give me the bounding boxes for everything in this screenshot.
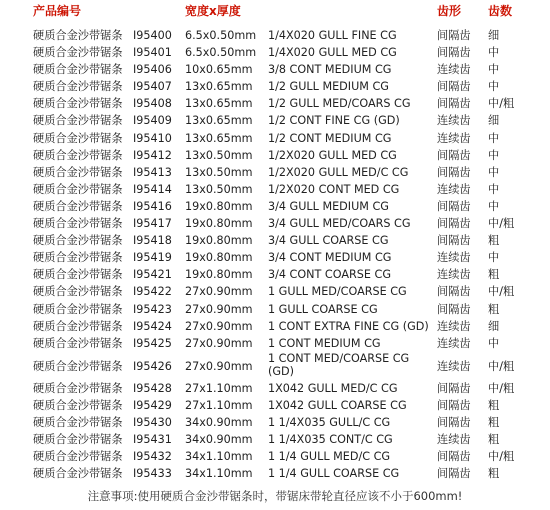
tooth-count: 中 <box>488 148 500 162</box>
table-row <box>0 164 550 181</box>
product-code: I95414 <box>133 182 172 196</box>
table-row <box>0 181 550 198</box>
tooth-shape: 间隔齿 <box>437 148 471 162</box>
tooth-shape: 连续齿 <box>437 114 471 128</box>
tooth-count: 粗 <box>488 415 500 429</box>
tooth-count: 中 <box>488 165 500 179</box>
tooth-count: 中 <box>488 182 500 196</box>
product-size: 27x1.10mm <box>185 398 253 412</box>
product-size: 34x1.10mm <box>185 450 253 464</box>
table-row <box>0 414 550 431</box>
table-row <box>0 352 550 380</box>
product-code: I95430 <box>133 415 172 429</box>
table-row <box>0 465 550 482</box>
tooth-count: 细 <box>488 114 500 128</box>
product-name: 硬质合金沙带锯条 <box>33 199 123 213</box>
product-spec: 3/8 CONT MEDIUM CG <box>268 63 392 77</box>
table-row <box>0 78 550 95</box>
product-spec: 1 1/4X035 CONT/C CG <box>268 433 393 447</box>
product-code: I95413 <box>133 165 172 179</box>
table-row <box>0 61 550 78</box>
product-code: I95417 <box>133 217 172 231</box>
table-row <box>0 112 550 129</box>
product-spec: 1/2X020 GULL MED CG <box>268 148 397 162</box>
table-row <box>0 301 550 318</box>
tooth-count: 中 <box>488 251 500 265</box>
product-size: 27x0.90mm <box>185 285 253 299</box>
product-name: 硬质合金沙带锯条 <box>33 302 123 316</box>
table-row <box>0 130 550 147</box>
product-name: 硬质合金沙带锯条 <box>33 29 123 42</box>
product-code: I95406 <box>133 63 172 77</box>
product-name: 硬质合金沙带锯条 <box>33 415 123 429</box>
product-name: 硬质合金沙带锯条 <box>33 114 123 128</box>
product-name: 硬质合金沙带锯条 <box>33 381 123 395</box>
table-row <box>0 431 550 448</box>
table-row <box>0 266 550 283</box>
product-spec: 1/2 GULL MEDIUM CG <box>268 80 389 94</box>
product-name: 硬质合金沙带锯条 <box>33 131 123 145</box>
tooth-shape: 连续齿 <box>437 182 471 196</box>
product-table <box>0 27 550 482</box>
product-spec: 1 1/4 GULL COARSE CG <box>268 467 400 481</box>
product-size: 6.5x0.50mm <box>185 46 257 60</box>
product-code: I95422 <box>133 285 172 299</box>
tooth-shape: 连续齿 <box>437 268 471 282</box>
product-spec: 1/2 GULL MED/COARS CG <box>268 97 411 111</box>
tooth-shape: 间隔齿 <box>437 467 471 481</box>
tooth-count: 细 <box>488 319 500 333</box>
product-name: 硬质合金沙带锯条 <box>33 359 123 373</box>
tooth-count: 中/粗 <box>488 285 515 299</box>
product-name: 硬质合金沙带锯条 <box>33 80 123 94</box>
product-code: I95400 <box>133 29 172 42</box>
product-code: I95407 <box>133 80 172 94</box>
tooth-count: 粗 <box>488 398 500 412</box>
product-size: 13x0.65mm <box>185 114 253 128</box>
table-row <box>0 95 550 112</box>
table-row <box>0 44 550 61</box>
table-row <box>0 318 550 335</box>
product-name: 硬质合金沙带锯条 <box>33 336 123 350</box>
product-size: 19x0.80mm <box>185 217 253 231</box>
product-name: 硬质合金沙带锯条 <box>33 285 123 299</box>
tooth-count: 中 <box>488 336 500 350</box>
table-row <box>0 27 550 44</box>
table-row <box>0 335 550 352</box>
tooth-count: 粗 <box>488 234 500 248</box>
product-name: 硬质合金沙带锯条 <box>33 165 123 179</box>
product-code: I95401 <box>133 46 172 60</box>
header-tooth-count: 齿数 <box>488 4 513 18</box>
product-size: 6.5x0.50mm <box>185 29 257 42</box>
tooth-count: 粗 <box>488 467 500 481</box>
tooth-shape: 间隔齿 <box>437 381 471 395</box>
product-code: I95432 <box>133 450 172 464</box>
product-name: 硬质合金沙带锯条 <box>33 182 123 196</box>
product-name: 硬质合金沙带锯条 <box>33 450 123 464</box>
product-name: 硬质合金沙带锯条 <box>33 217 123 231</box>
tooth-shape: 连续齿 <box>437 131 471 145</box>
product-name: 硬质合金沙带锯条 <box>33 398 123 412</box>
product-code: I95433 <box>133 467 172 481</box>
product-spec: 1/2X020 CONT MED CG <box>268 182 400 196</box>
tooth-count: 中 <box>488 63 500 77</box>
product-spec: 1X042 GULL MED/C CG <box>268 381 398 395</box>
product-size: 19x0.80mm <box>185 268 253 282</box>
product-name: 硬质合金沙带锯条 <box>33 433 123 447</box>
tooth-shape: 连续齿 <box>437 359 471 373</box>
product-size: 13x0.50mm <box>185 148 253 162</box>
product-spec: 1 CONT MEDIUM CG <box>268 336 381 350</box>
tooth-count: 中/粗 <box>488 450 515 464</box>
product-code: I95428 <box>133 381 172 395</box>
product-code: I95408 <box>133 97 172 111</box>
product-spec: 3/4 GULL MED/COARS CG <box>268 217 411 231</box>
tooth-shape: 连续齿 <box>437 251 471 265</box>
product-code: I95423 <box>133 302 172 316</box>
tooth-shape: 间隔齿 <box>437 450 471 464</box>
product-code: I95418 <box>133 234 172 248</box>
product-name: 硬质合金沙带锯条 <box>33 46 123 60</box>
tooth-count: 粗 <box>488 433 500 447</box>
product-size: 27x0.90mm <box>185 319 253 333</box>
tooth-count: 中/粗 <box>488 97 515 111</box>
product-size: 13x0.65mm <box>185 131 253 145</box>
tooth-shape: 间隔齿 <box>437 217 471 231</box>
table-row <box>0 215 550 232</box>
header-tooth-shape: 齿形 <box>437 4 462 18</box>
product-spec: 3/4 CONT COARSE CG <box>268 268 391 282</box>
tooth-shape: 间隔齿 <box>437 97 471 111</box>
table-row <box>0 232 550 249</box>
header-product-code: 产品编号 <box>33 4 82 18</box>
product-size: 34x1.10mm <box>185 467 253 481</box>
tooth-shape: 间隔齿 <box>437 80 471 94</box>
product-name: 硬质合金沙带锯条 <box>33 97 123 111</box>
tooth-shape: 连续齿 <box>437 63 471 77</box>
product-code: I95431 <box>133 433 172 447</box>
tooth-shape: 连续齿 <box>437 336 471 350</box>
product-size: 10x0.65mm <box>185 63 253 77</box>
product-spec: 1/4X020 GULL FINE CG <box>268 29 397 42</box>
product-code: I95426 <box>133 359 172 373</box>
usage-note: 注意事项:使用硬质合金沙带锯条时，带锯床带轮直径应该不小于600mm! <box>87 489 463 503</box>
product-code: I95421 <box>133 268 172 282</box>
product-code: I95425 <box>133 336 172 350</box>
tooth-count: 粗 <box>488 268 500 282</box>
tooth-shape: 间隔齿 <box>437 199 471 213</box>
table-row <box>0 397 550 414</box>
tooth-shape: 间隔齿 <box>437 46 471 60</box>
tooth-count: 粗 <box>488 302 500 316</box>
tooth-shape: 间隔齿 <box>437 29 471 42</box>
product-size: 27x0.90mm <box>185 359 253 373</box>
product-size: 19x0.80mm <box>185 199 253 213</box>
table-header <box>0 0 550 20</box>
product-code: I95409 <box>133 114 172 128</box>
product-size: 13x0.50mm <box>185 165 253 179</box>
product-name: 硬质合金沙带锯条 <box>33 251 123 265</box>
product-size: 13x0.65mm <box>185 97 253 111</box>
table-row <box>0 147 550 164</box>
tooth-count: 中/粗 <box>488 359 515 373</box>
product-code: I95429 <box>133 398 172 412</box>
product-spec: 1/4X020 GULL MED CG <box>268 46 397 60</box>
product-size: 34x0.90mm <box>185 415 253 429</box>
product-name: 硬质合金沙带锯条 <box>33 268 123 282</box>
product-spec: 3/4 GULL MEDIUM CG <box>268 199 389 213</box>
table-row <box>0 249 550 266</box>
product-spec: 1 GULL MED/COARSE CG <box>268 285 407 299</box>
product-size: 19x0.80mm <box>185 234 253 248</box>
product-size: 27x1.10mm <box>185 381 253 395</box>
product-size: 13x0.65mm <box>185 80 253 94</box>
product-code: I95410 <box>133 131 172 145</box>
tooth-count: 中 <box>488 199 500 213</box>
product-spec: 1/2 CONT FINE CG (GD) <box>268 114 400 128</box>
product-size: 27x0.90mm <box>185 336 253 350</box>
tooth-shape: 间隔齿 <box>437 415 471 429</box>
tooth-count: 细 <box>488 29 500 42</box>
tooth-count: 中/粗 <box>488 217 515 231</box>
tooth-count: 中/粗 <box>488 381 515 395</box>
product-name: 硬质合金沙带锯条 <box>33 234 123 248</box>
table-row <box>0 283 550 300</box>
product-spec: 1 GULL COARSE CG <box>268 302 378 316</box>
tooth-shape: 间隔齿 <box>437 302 471 316</box>
table-row <box>0 380 550 397</box>
product-name: 硬质合金沙带锯条 <box>33 63 123 77</box>
product-spec: 1/2X020 GULL MED/C CG <box>268 165 409 179</box>
tooth-shape: 连续齿 <box>437 319 471 333</box>
product-size: 34x0.90mm <box>185 433 253 447</box>
product-size: 13x0.50mm <box>185 182 253 196</box>
product-spec: 1 1/4X035 GULL/C CG <box>268 415 391 429</box>
product-spec: 1/2 CONT MEDIUM CG <box>268 131 392 145</box>
tooth-count: 中 <box>488 131 500 145</box>
product-spec: 1X042 GULL COARSE CG <box>268 398 407 412</box>
product-name: 硬质合金沙带锯条 <box>33 319 123 333</box>
tooth-count: 中 <box>488 80 500 94</box>
product-spec: 1 CONT EXTRA FINE CG (GD) <box>268 319 429 333</box>
tooth-shape: 连续齿 <box>437 433 471 447</box>
product-code: I95416 <box>133 199 172 213</box>
product-spec: 3/4 CONT MEDIUM CG <box>268 251 392 265</box>
tooth-count: 中 <box>488 46 500 60</box>
product-name: 硬质合金沙带锯条 <box>33 148 123 162</box>
header-width-thickness: 宽度x厚度 <box>185 4 241 18</box>
product-size: 19x0.80mm <box>185 251 253 265</box>
product-code: I95424 <box>133 319 172 333</box>
product-size: 27x0.90mm <box>185 302 253 316</box>
product-spec: 3/4 GULL COARSE CG <box>268 234 389 248</box>
tooth-shape: 间隔齿 <box>437 165 471 179</box>
tooth-shape: 间隔齿 <box>437 285 471 299</box>
product-name: 硬质合金沙带锯条 <box>33 467 123 481</box>
tooth-shape: 间隔齿 <box>437 398 471 412</box>
product-spec: 1 CONT MED/COARSE CG (GD) <box>268 351 410 378</box>
product-code: I95412 <box>133 148 172 162</box>
table-row <box>0 198 550 215</box>
product-spec: 1 1/4 GULL MED/C CG <box>268 450 391 464</box>
table-row <box>0 448 550 465</box>
tooth-shape: 间隔齿 <box>437 234 471 248</box>
product-code: I95419 <box>133 251 172 265</box>
